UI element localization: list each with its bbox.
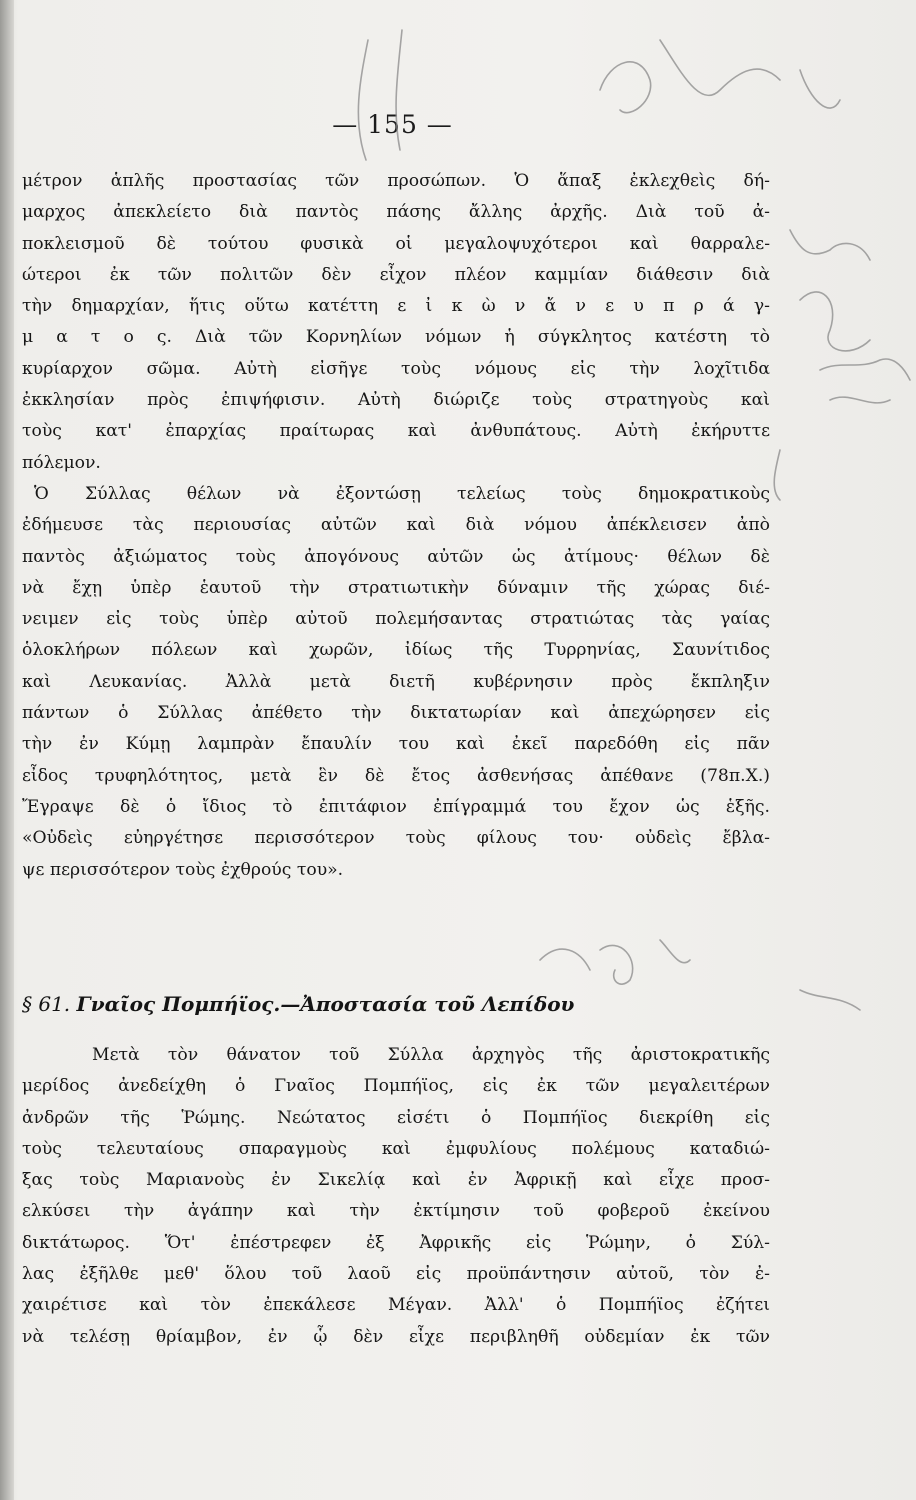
text-line: παντὸς ἀξιώματος τοὺς ἀπογόνους αὐτῶν ὡς ἀτίμους· θέλων δὲ bbox=[22, 546, 770, 567]
paragraph-continuation bbox=[22, 510, 770, 886]
pencil-stroke bbox=[660, 940, 690, 963]
text-line: λας ἐξῆλθε μεθ' ὅλου τοῦ λαοῦ εἰς προϋπάντησιν αὐτοῦ, τὸν ἐ- bbox=[22, 1264, 770, 1285]
pencil-stroke bbox=[540, 949, 590, 970]
section-heading bbox=[22, 992, 782, 1016]
text-line: τὴν ἐν Κύμῃ λαμπρὰν ἔπαυλίν του καὶ ἐκεῖ παρεδόθη εἰς πᾶν bbox=[22, 734, 770, 755]
text-line: Ἔγραψε δὲ ὁ ἴδιος τὸ ἐπιτάφιον ἐπίγραμμά του ἔχον ὡς ἑξῆς. bbox=[22, 796, 770, 817]
pencil-stroke bbox=[790, 230, 870, 260]
text-line: ψε περισσότερον τοὺς ἐχθρούς του». bbox=[22, 859, 344, 880]
text-line: νειμεν εἰς τοὺς ὑπὲρ αὐτοῦ πολεμήσαντας στρατιώτας τὰς γαίας bbox=[22, 609, 770, 630]
pencil-stroke bbox=[600, 62, 651, 113]
section-body-text bbox=[22, 1040, 770, 1353]
text-line: ἀνδρῶν τῆς Ῥώμης. Νεώτατος εἰσέτι ὁ Πομπήϊος διεκρίθη εἰς bbox=[22, 1107, 770, 1128]
pencil-stroke bbox=[660, 40, 780, 95]
paragraph bbox=[22, 1040, 770, 1071]
text-line: τοὺς κατ' ἐπαρχίας πραίτωρας καὶ ἀνθυπάτους. Αὐτὴ ἐκήρυττε bbox=[22, 421, 770, 442]
text-line: ελκύσει τὴν ἀγάπην καὶ τὴν ἐκτίμησιν τοῦ φοβεροῦ ἐκείνου bbox=[22, 1201, 770, 1222]
text-line: τὴν δημαρχίαν, ἥτις οὕτω κατέττη ε ἰ κ ὼ ν ἄ ν ε υ π ρ ά γ- bbox=[22, 296, 770, 317]
text-line: νὰ ἔχῃ ὑπὲρ ἑαυτοῦ τὴν στρατιωτικὴν δύναμιν τῆς χώρας διέ- bbox=[22, 577, 770, 598]
text-line: τοὺς τελευταίους σπαραγμοὺς καὶ ἐμφυλίους πολέμους καταδιώ- bbox=[22, 1138, 770, 1159]
text-line: πόλεμον. bbox=[22, 452, 101, 473]
text-line: Ὁ Σύλλας θέλων νὰ ἐξοντώσῃ τελείως τοὺς δημοκρατικοὺς bbox=[34, 483, 770, 504]
text-line: μαρχος ἀπεκλείετο διὰ παντὸς πάσης ἄλλης ἀρχῆς. Διὰ τοῦ ἀ- bbox=[22, 202, 770, 223]
text-line: πάντων ὁ Σύλλας ἀπέθετο τὴν δικτατωρίαν καὶ ἀπεχώρησεν εἰς bbox=[22, 703, 770, 724]
text-line: χαιρέτισε καὶ τὸν ἐπεκάλεσε Μέγαν. Ἀλλ' ὁ Πομπήϊος ἐζήτει bbox=[22, 1295, 770, 1316]
text-line: ώτεροι ἐκ τῶν πολιτῶν δὲν εἶχον πλέον καμμίαν διάθεσιν διὰ bbox=[22, 264, 770, 285]
text-line: δικτάτωρος. Ὅτ' ἐπέστρεφεν ἐξ Ἀφρικῆς εἰς Ῥώμην, ὁ Σύλ- bbox=[22, 1232, 770, 1253]
paragraph-continuation bbox=[22, 1071, 770, 1353]
text-line: Μετὰ τὸν θάνατον τοῦ Σύλλα ἀρχηγὸς τῆς ἀριστοκρατικῆς bbox=[92, 1045, 770, 1065]
pencil-stroke bbox=[830, 397, 890, 403]
pencil-stroke bbox=[774, 450, 780, 500]
pencil-stroke bbox=[358, 40, 368, 160]
text-line: ξας τοὺς Μαριανοὺς ἐν Σικελίᾳ καὶ ἐν Ἀφρικῇ καὶ εἶχε προσ- bbox=[22, 1170, 770, 1191]
pencil-stroke bbox=[800, 292, 870, 351]
text-line: μερίδος ἀνεδείχθη ὁ Γναῖος Πομπήϊος, εἰς ἐκ τῶν μεγαλειτέρων bbox=[22, 1076, 770, 1097]
page-number: — 155 — bbox=[332, 110, 453, 139]
pencil-stroke bbox=[600, 945, 633, 984]
section-number: § 61. bbox=[22, 992, 71, 1016]
text-line: εἶδος τρυφηλότητος, μετὰ ἓν δὲ ἔτος ἀσθενήσας ἀπέθανε (78π.Χ.) bbox=[22, 765, 770, 786]
text-line: ὁλοκλήρων πόλεων καὶ χωρῶν, ἰδίως τῆς Τυρρηνίας, Σαυνίτιδος bbox=[22, 640, 770, 661]
text-line: καὶ Λευκανίας. Ἀλλὰ μετὰ διετῆ κυβέρνησιν πρὸς ἔκπληξιν bbox=[22, 671, 770, 692]
text-line: μ α τ ο ς. Διὰ τῶν Κορνηλίων νόμων ἡ σύγκλητος κατέστη τὸ bbox=[22, 327, 770, 348]
text-line: νὰ τελέσῃ θρίαμβον, ἐν ᾧ δὲν εἶχε περιβληθῆ οὐδεμίαν ἐκ τῶν bbox=[22, 1326, 770, 1347]
paragraph bbox=[22, 479, 770, 510]
text-line: ποκλεισμοῦ δὲ τούτου φυσικὰ οἱ μεγαλοψυχότεροι καὶ θαρραλε- bbox=[22, 233, 770, 254]
text-line: μέτρον ἁπλῆς προστασίας τῶν προσώπων. Ὁ ἅπαξ ἐκλεχθεὶς δή- bbox=[22, 171, 770, 191]
text-line: «Οὐδεὶς εὐηργέτησε περισσότερον τοὺς φίλους του· οὐδεὶς ἔβλα- bbox=[22, 828, 770, 849]
text-line: ἐκκλησίαν πρὸς ἐπιψήφισιν. Αὐτὴ διώριζε τοὺς στρατηγοὺς καὶ bbox=[22, 390, 770, 411]
section-title: Γναῖος Πομπήϊος.—Ἀποστασία τοῦ Λεπίδου bbox=[76, 992, 575, 1016]
pencil-stroke bbox=[820, 359, 910, 380]
pencil-stroke bbox=[800, 70, 840, 108]
book-gutter bbox=[0, 0, 14, 1500]
body-text bbox=[22, 166, 770, 886]
paragraph bbox=[22, 166, 770, 479]
pencil-stroke bbox=[800, 990, 860, 1010]
text-line: ἐδήμευσε τὰς περιουσίας αὐτῶν καὶ διὰ νόμου ἀπέκλεισεν ἀπὸ bbox=[22, 515, 770, 536]
text-line: κυρίαρχον σῶμα. Αὐτὴ εἰσῆγε τοὺς νόμους εἰς τὴν λοχῖτιδα bbox=[22, 358, 770, 379]
